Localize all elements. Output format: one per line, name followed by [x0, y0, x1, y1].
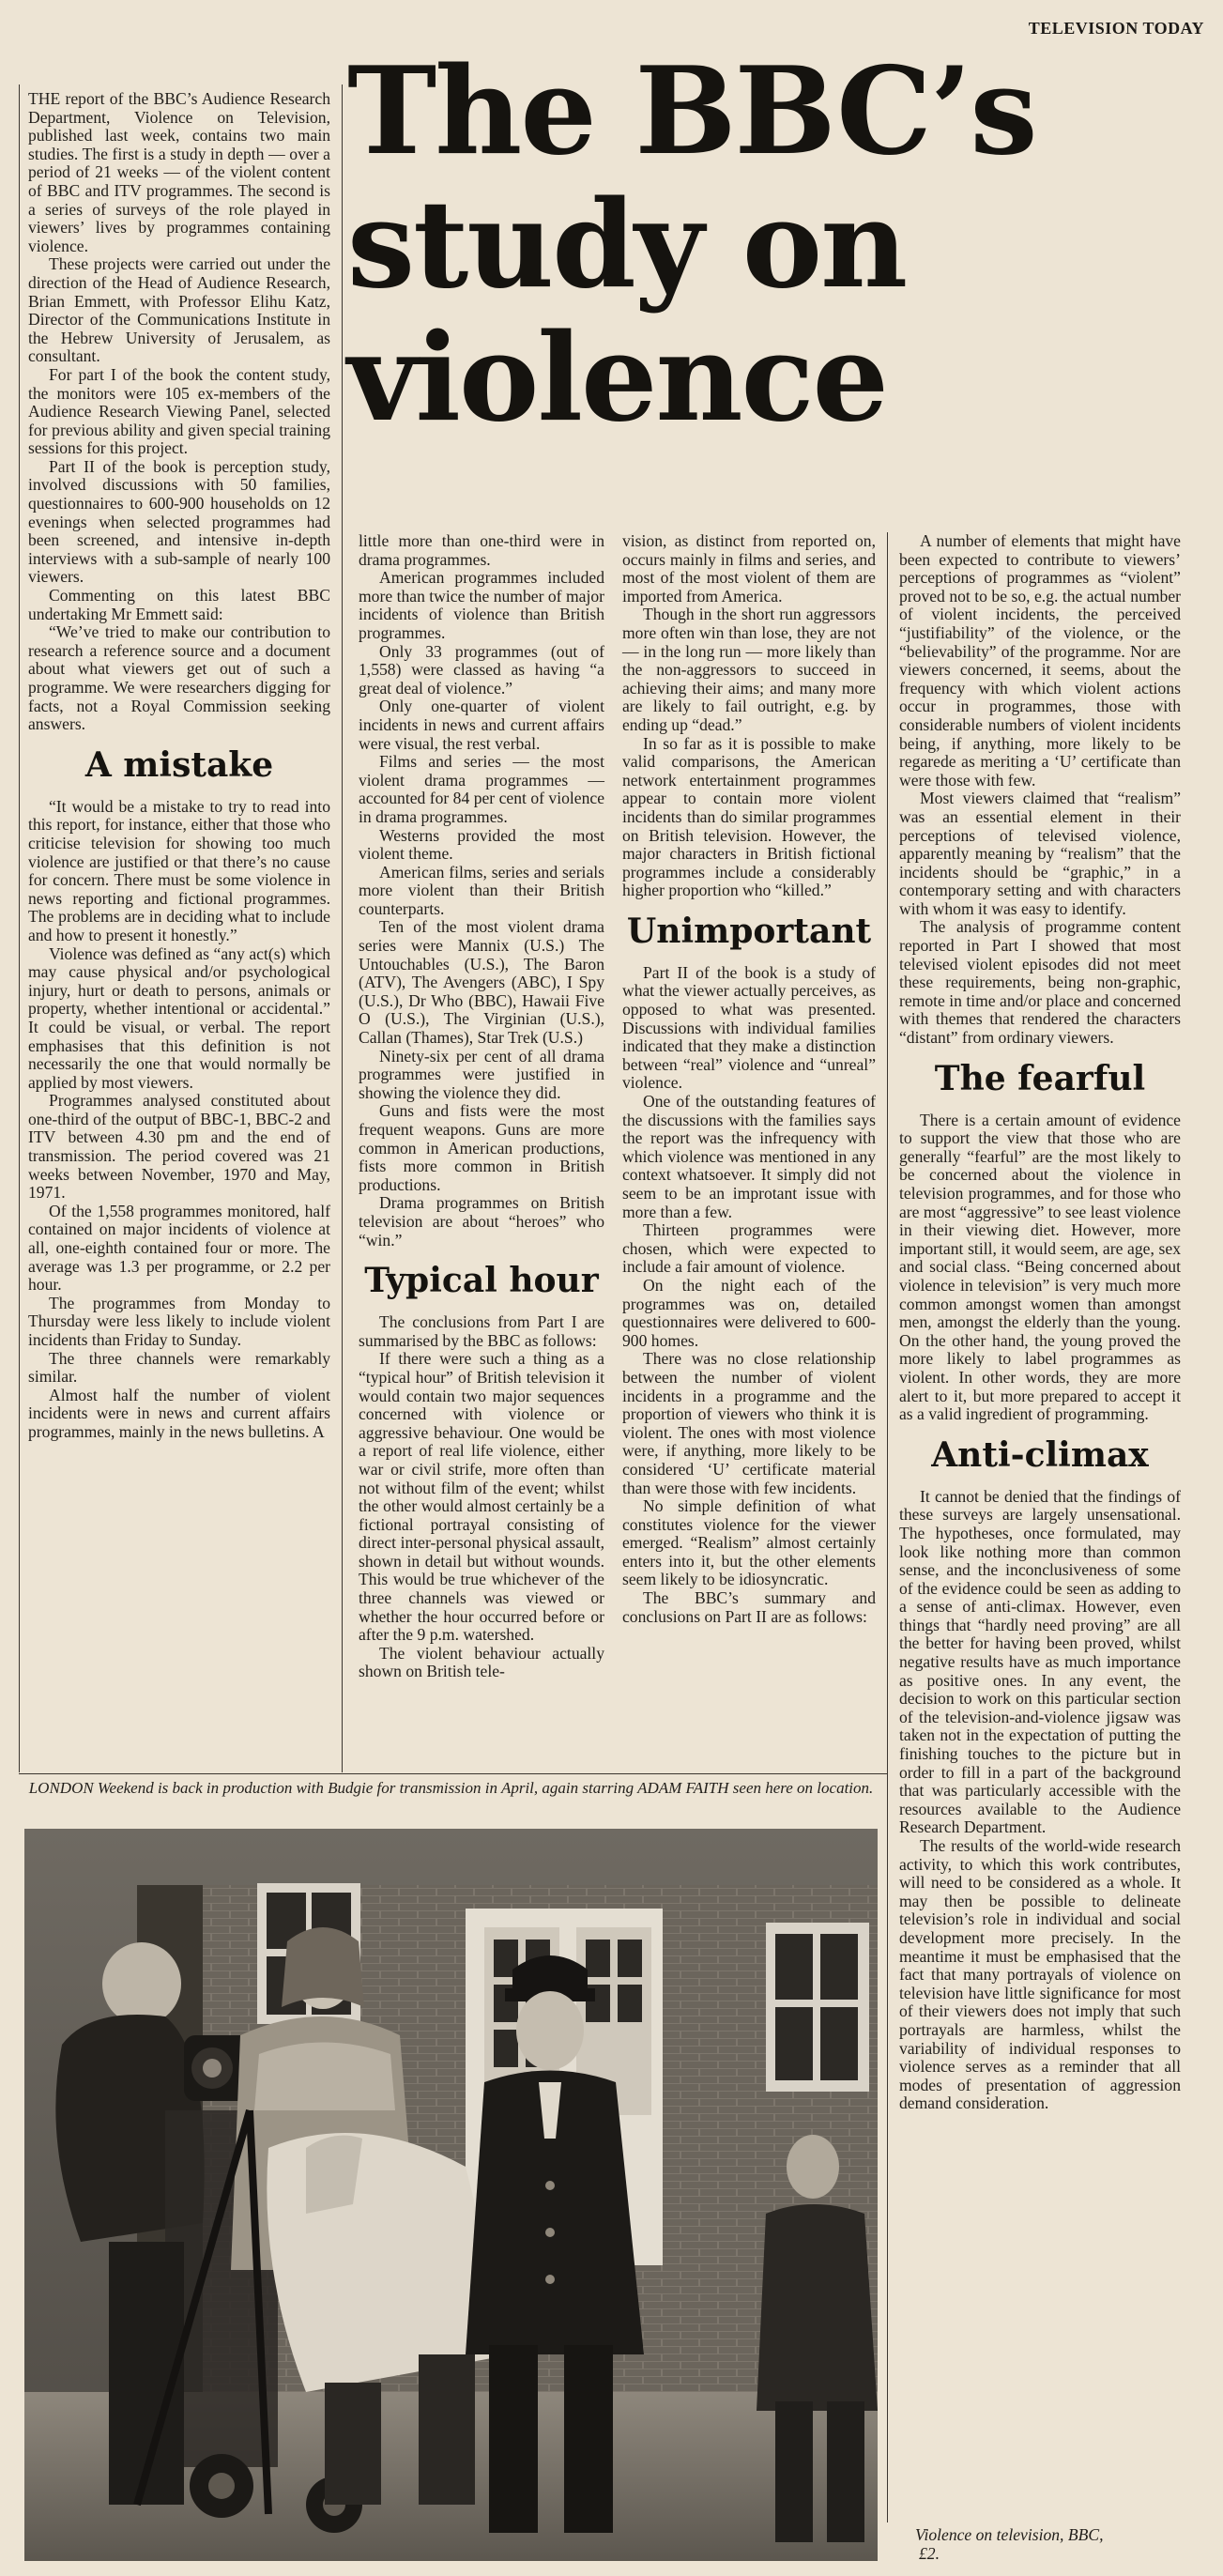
paragraph: The analysis of programme content reported in Part I showed that most televised violent episodes did not meet these requirements, being non-graphic, remote in time and/or place and concerned with themes that rendered the characters “distant” from ordinary viewers.: [899, 917, 1181, 1048]
paragraph: These projects were carried out under the direction of the Head of Audience Research, Brian Emmett, with Professor Elihu Katz, Director of the Communications Institute in the Hebrew University of Jerusalem, as consultant.: [28, 254, 330, 366]
paragraph: If there were such a thing as a “typical hour” of British television it would contain two major sequences concerned with violence or aggressive behaviour. One would be a report of real life violence, either war or civil strife, more often than not without film of the event; whilst the other would almost certainly be a fictional portrayal consisting of direct inter-personal physical assault, shown in detail but without wounds. This would be true whichever of the three channels was viewed or whether the hour occurred before or after the 9 p.m. watershed.: [359, 1349, 604, 1645]
headline: [347, 41, 1192, 449]
paragraph: American programmes included more than twice the number of major incidents of violence than British programmes.: [359, 568, 604, 642]
paragraph: little more than one-third were in drama programmes.: [359, 531, 604, 569]
paragraph: Guns and fists were the most frequent weapons. Guns are more common in American productions, fists more common in British productions.: [359, 1101, 604, 1194]
paragraph: The three channels were remarkably similar.: [28, 1348, 330, 1387]
paragraph: Almost half the number of violent incidents were in news and current affairs programmes, mainly in the news bulletins. A: [28, 1385, 330, 1441]
paragraph: The violent behaviour actually shown on British tele-: [359, 1643, 604, 1681]
paragraph: The conclusions from Part I are summarised by the BBC as follows:: [359, 1312, 604, 1350]
paragraph: Violence was defined as “any act(s) which may cause physical and/or psychological injury, hurt or death to persons, animals or property, whether intentional or accidental.” It could be visual, or verbal. The report emphasises that this definition is not necessarily the one that would normally be applied by most viewers.: [28, 943, 330, 1092]
paragraph: Part II of the book is perception study, involved discussions with 50 families, questionnaires to 600-900 households on 12 evenings when selected programmes had been screened, and intensive in-depth interviews with a sub-sample of nearly 100 viewers.: [28, 456, 330, 587]
paragraph: American films, series and serials more violent than their British counterparts.: [359, 862, 604, 918]
paragraph: The results of the world-wide research activity, to which this work contributes, will need to be considered as a whole. It may then be possible to delineate television’s role in individual and social development more precisely. In the meantime it must be emphasised that the fact that many portrayals of violence on television have little significance for most of their viewers does not imply that such portrayals are harmless, whilst the variability of individual responses to violence serves as a reminder that all modes of presentation of aggression demand consideration.: [899, 1836, 1181, 2113]
credit-line-2: £2.: [919, 2544, 940, 2563]
paragraph: Only one-quarter of violent incidents in news and current affairs were visual, the rest verbal.: [359, 697, 604, 753]
paragraph: The programmes from Monday to Thursday were less likely to include violent incidents than Friday to Sunday.: [28, 1293, 330, 1349]
paragraph: “It would be a mistake to try to read into this report, for instance, either that those who criticise television for showing too much violence are justified or that there’s no cause for concern. There must be some violence in news reporting and fictional programmes. The problems are in deciding what to include and how to present it honestly.”: [28, 796, 330, 944]
paragraph: It cannot be denied that the findings of these surveys are largely unsensational. The hypotheses, once formulated, may look like nothing more than common sense, and the inconclusiveness of some of the evidence could be seen as adding to a sense of anti-climax. However, even things that “hardly need proving” are all the better for having been proved, whilst negative results have as much importance as positive ones. In any event, the decision to work on this particular section of the television-and-violence jigsaw was taken not in the expectation of putting the finishing touches to the picture but in order to fill in a part of the background that was particularly accessible with the resources available to the Audience Research Department.: [899, 1486, 1181, 1837]
paragraph: Part II of the book is a study of what the viewer actually perceives, as opposed to what was presented. Discussions with individual families indicated that they make a distinction between “real” violence and “unreal” violence.: [622, 962, 876, 1093]
paragraph: Commenting on this latest BBC undertaking Mr Emmett said:: [28, 586, 330, 623]
book-credit: [915, 2525, 1178, 2563]
paragraph: There is a certain amount of evidence to support the view that those who are generally “fearful” are the most likely to be concerned about the violence in television programmes, and for those who are most “aggressive” to see least violence in their viewing diet. However, more important still, it would seem, are age, sex and social class. “Being concerned about violence in television” is very much more common amongst women than amongst men, amongst the elderly than the young. On the other hand, the young proved the more likely to label programmes as violent. In other words, they are more alert to it, but more prepared to accept it as a valid ingredient of programming.: [899, 1110, 1181, 1424]
article-column-1: [28, 90, 330, 1442]
headline-line-3: violence: [347, 308, 887, 449]
paragraph: In so far as it is possible to make valid comparisons, the American network entertainment programmes appear to contain more violent incidents than do similar programmes on British television. However, the major characters in British fictional programmes include a considerably higher proportion who “killed.”: [622, 733, 876, 900]
paragraph: One of the outstanding features of the discussions with the families says the report was the infrequency with which violence was mentioned in any context whatsoever. It simply did not seem to be an improtant issue with more than a few.: [622, 1092, 876, 1221]
paragraph: Only 33 programmes (out of 1,558) were classed as having “a great deal of violence.”: [359, 641, 604, 698]
paragraph: On the night each of the programmes was on, detailed questionnaires were delivered to 600-900 homes.: [622, 1275, 876, 1350]
paragraph: Drama programmes on British television are about “heroes” who “win.”: [359, 1193, 604, 1250]
article-column-3: [622, 532, 876, 1626]
paragraph: The BBC’s summary and conclusions on Part II are as follows:: [622, 1588, 876, 1626]
photo-illustration: [24, 1829, 878, 2561]
paragraph: Ninety-six per cent of all drama programmes were justified in showing the violence they did.: [359, 1046, 604, 1102]
paragraph: Films and series — the most violent drama programmes — accounted for 84 per cent of violence in drama programmes.: [359, 752, 604, 826]
paragraph: Though in the short run aggressors more often win than lose, they are not — in the long run — more likely than the non-aggressors to succeed in achieving their aims; and many more are likely to fail outright, e.g. by ending up “dead.”: [622, 605, 876, 734]
paragraph: No simple definition of what constitutes violence for the viewer emerged. “Realism” almost certainly enters into it, but the other elements seem likely to be idiosyncratic.: [622, 1496, 876, 1589]
headline-line-2: study on: [347, 175, 907, 315]
subheading-a-mistake: A mistake: [84, 744, 274, 785]
caption-rule: [19, 1773, 887, 1774]
photo-caption: LONDON Weekend is back in production with Budgie for transmission in April, again starring ADAM FAITH seen here on location.: [28, 1779, 874, 1797]
paragraph: Westerns provided the most violent theme.: [359, 825, 604, 864]
paragraph: There was no close relationship between the number of violent incidents in a programme and the proportion of viewers who think it is violent. The ones with most violence were, if anything, more likely to be considered ‘U’ certificate material than were those with few incidents.: [622, 1349, 876, 1497]
paragraph: Ten of the most violent drama series were Mannix (U.S.) The Untouchables (U.S.), The Baron (ATV), The Avengers (ABC), I Spy (U.S.), Dr Who (BBC), Hawaii Five O (U.S.), The Virginian (U.S.), Callan (Thames), Star Trek (U.S.): [359, 917, 604, 1048]
paragraph: vision, as distinct from reported on, occurs mainly in films and series, and most of the most violent of them are imported from America.: [622, 531, 876, 606]
paragraph: “We’ve tried to make our contribution to research a reference source and a document about what viewers get out of such a programme. We were researchers digging for facts, not a Royal Commission seeking answers.: [28, 622, 330, 734]
article-column-2: [359, 532, 604, 1681]
paragraph: Programmes analysed constituted about one-third of the output of BBC-1, BBC-2 and ITV between 4.30 pm and the end of transmission. The period covered was 21 weeks between November, 1970 and May, 1971.: [28, 1091, 330, 1203]
subheading-typical-hour: Typical hour: [364, 1261, 599, 1301]
paragraph: A number of elements that might have been expected to contribute to viewers’ perceptions of programmes as “violent” proved not to be so, e.g. the actual number of violent incidents, the perceived “justifiability” of the violence, or the “believability” of the programme. Nor are viewers concerned, it seems, about the frequency with which violent actions occur in programmes, those with considerable numbers of violent incidents being, if anything, more likely to be regarede as meriting a ‘U’ certificate than were those with few.: [899, 531, 1181, 790]
paragraph: THE report of the BBC’s Audience Research Department, Violence on Television, published last week, contains two main studies. The first is a study in depth — over a period of 21 weeks — of the violent content of BBC and ITV programmes. The second is a series of surveys of the role played in viewers’ lives by programmes containing violence.: [28, 89, 330, 255]
subheading-anti-climax: Anti-climax: [931, 1434, 1149, 1475]
column-rule: [887, 532, 888, 2522]
headline-line-1: The BBC’s: [347, 41, 1036, 182]
credit-line-1: Violence on television, BBC,: [915, 2525, 1104, 2544]
section-label: TELEVISION TODAY: [1028, 19, 1204, 38]
article-column-4: [899, 532, 1181, 2113]
paragraph: Most viewers claimed that “realism” was an essential element in their perceptions of televised violence, apparently meaning by “realism” that the incidents should be “graphic,” in a contemporary setting and with characters with whom it was easy to identify.: [899, 789, 1181, 918]
subheading-unimportant: Unimportant: [626, 911, 872, 951]
paragraph: For part I of the book the content study, the monitors were 105 ex-members of the Audience Research Viewing Panel, selected for previous ability and given special training sessions for this project.: [28, 364, 330, 458]
column-rule: [342, 84, 343, 1772]
column-rule: [19, 84, 20, 1772]
paragraph: Thirteen programmes were chosen, which were expected to include a fair amount of violence.: [622, 1220, 876, 1277]
location-photo: [24, 1829, 878, 2561]
subheading-the-fearful: The fearful: [934, 1058, 1146, 1098]
paragraph: Of the 1,558 programmes monitored, half contained on major incidents of violence at all, one-eighth contained four or more. The average was 1.3 per programme, or 2.2 per hour.: [28, 1201, 330, 1295]
